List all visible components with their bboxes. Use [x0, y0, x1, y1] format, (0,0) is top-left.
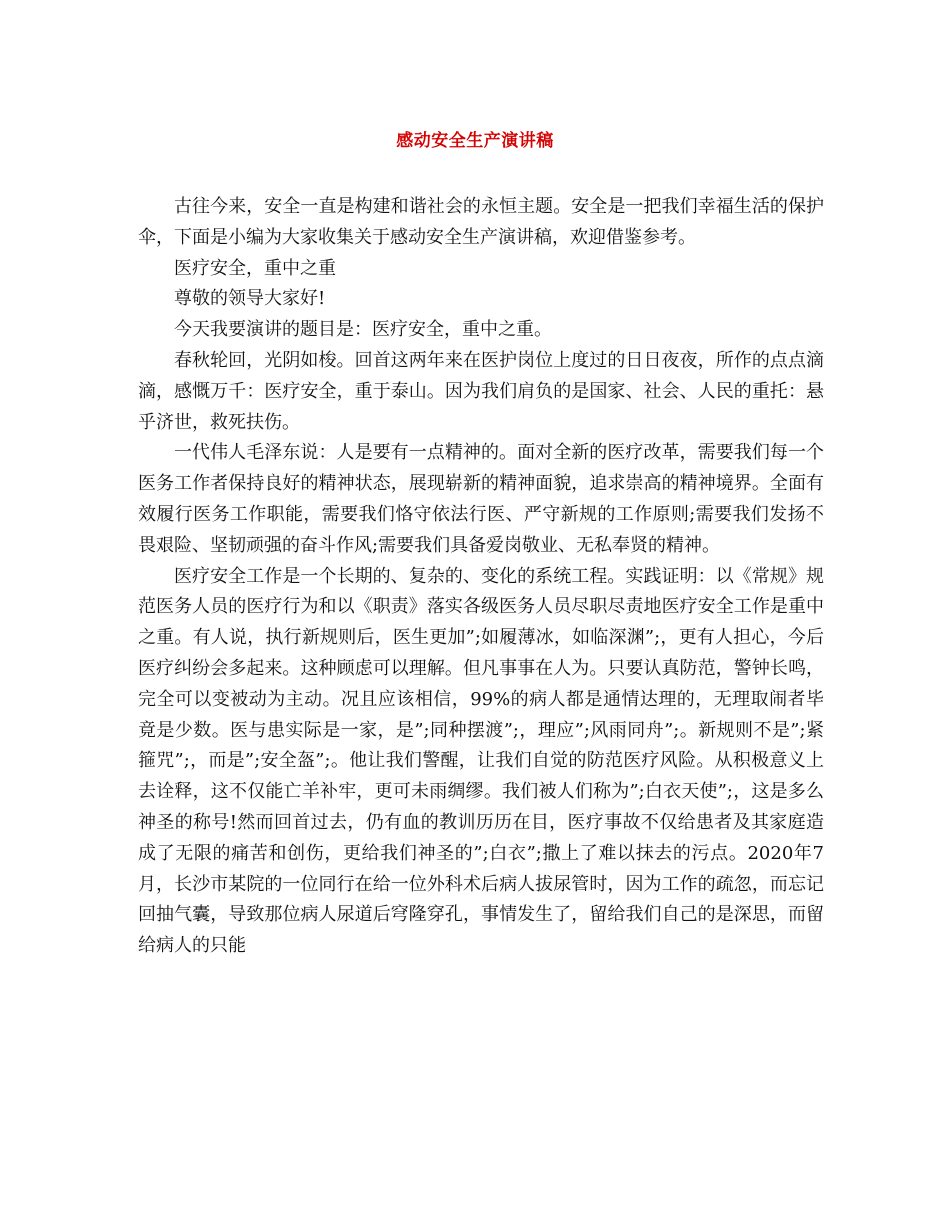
paragraph-greeting: 尊敬的领导大家好!: [174, 288, 326, 310]
paragraph-spirit: 一代伟人毛泽东说：人是要有一点精神的。面对全新的医疗改革，需要我们每一个医务工作者保持良好的精神状态，展现崭新的精神面貌，追求崇高的精神境界。全面有效履行医务工作职能，需要我们恪守依法行医、严守新规的工作原则;需要我们发扬不畏艰险、坚韧顽强的奋斗作风;需要我们具备爱岗敬业、无私奉贤的精神。: [138, 442, 824, 556]
paragraph-speech-title: 医疗安全，重中之重: [174, 257, 336, 279]
document-title: 感动安全生产演讲稿: [396, 131, 554, 151]
paragraph-safety-work: 医疗安全工作是一个长期的、复杂的、变化的系统工程。实践证明：以《常规》规范医务人员的医疗行为和以《职责》落实各级医务人员尽职尽责地医疗安全工作是重中之重。有人说，执行新规则后，医生更加”;如履薄冰，如临深渊”;，更有人担心，今后医疗纠纷会多起来。这种顾虑可以理解。但凡事事在人为。只要认真防范，警钟长鸣，完全可以变被动为主动。况且应该相信，99%的病人都是通情达理的，无理取闹者毕竟是少数。医与患实际是一家，是”;同种摆渡”;，理应”;风雨同舟”;。新规则不是”;紧箍咒”;，而是”;安全盔”;。他让我们警醒，让我们自觉的防范医疗风险。从积极意义上去诠释，这不仅能亡羊补牢，更可未雨绸缪。我们被人们称为”;白衣天使”;，这是多么神圣的称号!然而回首过去，仍有血的教训历历在目，医疗事故不仅给患者及其家庭造成了无限的痛苦和创伤，更给我们神圣的”;白衣”;撒上了难以抹去的污点。2020年7月，长沙市某院的一位同行在给一位外科术后病人拔尿管时，因为工作的疏忽，而忘记回抽气囊，导致那位病人尿道后穹隆穿孔，事情发生了，留给我们自己的是深思，而留给病人的只能: [138, 565, 824, 957]
paragraph-intro: 古往今来，安全一直是构建和谐社会的永恒主题。安全是一把我们幸福生活的保护伞，下面是小编为大家收集关于感动安全生产演讲稿，欢迎借鉴参考。: [138, 196, 824, 248]
paragraph-reflection: 春秋轮回，光阴如梭。回首这两年来在医护岗位上度过的日日夜夜，所作的点点滴滴，感慨万千：医疗安全，重于泰山。因为我们肩负的是国家、社会、人民的重托：悬乎济世，救死扶伤。: [138, 349, 824, 433]
paragraph-topic: 今天我要演讲的题目是：医疗安全，重中之重。: [174, 319, 552, 341]
document-body: [138, 192, 824, 962]
